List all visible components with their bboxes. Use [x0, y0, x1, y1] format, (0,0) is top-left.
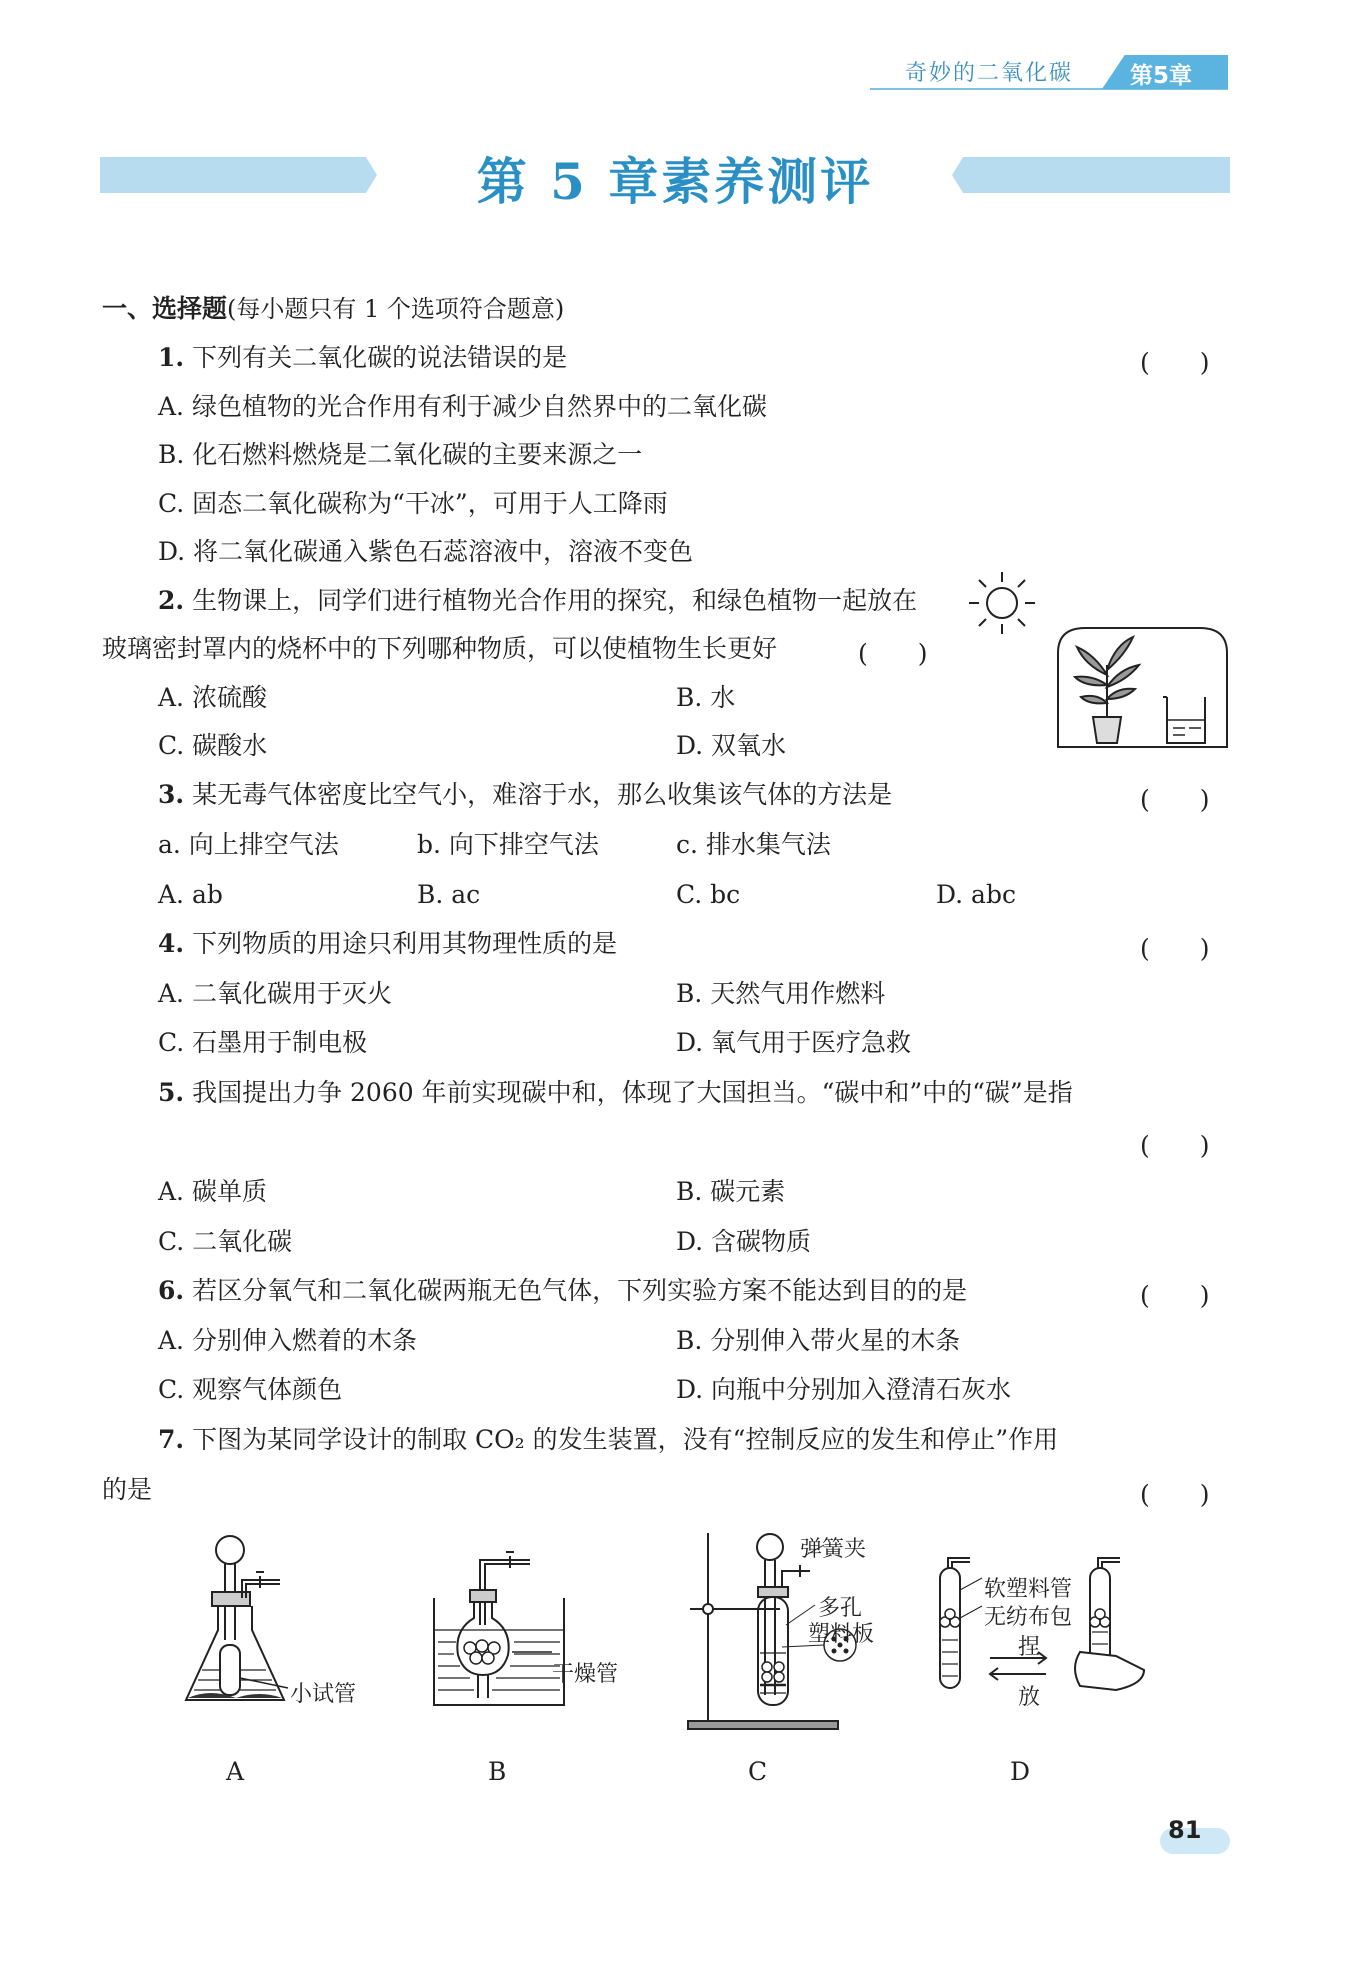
- section-heading: [102, 294, 564, 324]
- option-1a: A. 绿色植物的光合作用有利于减少自然界中的二氧化碳: [158, 392, 767, 421]
- label-c-plate-1: 多孔: [818, 1596, 863, 1621]
- answer-blank-3[interactable]: ( ): [1140, 785, 1210, 814]
- answer-blank-5[interactable]: ( ): [1140, 1131, 1210, 1160]
- option-3c: C. bc: [676, 880, 741, 909]
- method-3a: a. 向上排空气法: [158, 830, 339, 859]
- label-c-plate-2: 塑料板: [808, 1622, 875, 1647]
- option-6a: A. 分别伸入燃着的木条: [158, 1326, 417, 1355]
- option-3b: B. ac: [417, 880, 481, 909]
- option-6d: D. 向瓶中分别加入澄清石灰水: [676, 1375, 1012, 1404]
- option-4a: A. 二氧化碳用于灭火: [158, 979, 392, 1008]
- label-d-bag: 无纺布包: [984, 1605, 1073, 1630]
- question-number: 1.: [158, 343, 185, 372]
- option-5d: D. 含碳物质: [676, 1227, 812, 1256]
- section-heading-label: 一、选择题: [102, 294, 228, 323]
- option-5b: B. 碳元素: [676, 1177, 786, 1206]
- question-stem: 我国提出力争 2060 年前实现碳中和，体现了大国担当。“碳中和”中的“碳”是指: [192, 1078, 1073, 1107]
- label-a-tube: 小试管: [290, 1682, 357, 1707]
- label-d-squeeze: 捏: [1018, 1635, 1041, 1660]
- option-5a: A. 碳单质: [158, 1177, 267, 1206]
- question-stem: 生物课上，同学们进行植物光合作用的探究，和绿色植物一起放在: [192, 586, 918, 615]
- sun-icon: [965, 568, 1040, 638]
- label-c-clip: 弹簧夹: [800, 1537, 867, 1562]
- label-d-tube: 软塑料管: [984, 1577, 1073, 1602]
- answer-blank-7[interactable]: ( ): [1140, 1480, 1210, 1509]
- question-2: [158, 586, 917, 616]
- question-5: [158, 1078, 1073, 1108]
- caption-b: B: [488, 1757, 507, 1786]
- question-number: 5.: [158, 1078, 185, 1107]
- caption-c: C: [748, 1757, 768, 1786]
- option-2c: C. 碳酸水: [158, 731, 268, 760]
- question-number: 3.: [158, 780, 185, 809]
- question-stem: 下列物质的用途只利用其物理性质的是: [192, 929, 618, 958]
- question-7: [158, 1425, 1058, 1455]
- option-4c: C. 石墨用于制电极: [158, 1028, 368, 1057]
- option-6c: C. 观察气体颜色: [158, 1375, 343, 1404]
- question-4: [158, 929, 617, 959]
- method-3c: c. 排水集气法: [676, 830, 831, 859]
- apparatus-b-figure: [430, 1530, 630, 1730]
- question-number: 7.: [158, 1425, 185, 1454]
- caption-a: A: [226, 1757, 245, 1786]
- option-4b: B. 天然气用作燃料: [676, 979, 886, 1008]
- caption-d: D: [1010, 1757, 1031, 1786]
- question-1: [158, 343, 567, 373]
- answer-blank-4[interactable]: ( ): [1140, 934, 1210, 963]
- question-stem: 若区分氧气和二氧化碳两瓶无色气体，下列实验方案不能达到目的的是: [192, 1276, 968, 1305]
- answer-blank-2[interactable]: ( ): [858, 639, 928, 668]
- page-title: 第 5 章素养测评: [476, 152, 874, 211]
- chapter-tab-label: 第5章: [1130, 63, 1193, 89]
- glass-enclosure-figure: [1055, 625, 1230, 750]
- label-d-release: 放: [1018, 1685, 1041, 1710]
- option-3d: D. abc: [936, 880, 1016, 909]
- option-6b: B. 分别伸入带火星的木条: [676, 1326, 961, 1355]
- question-3: [158, 780, 892, 810]
- option-1d: D. 将二氧化碳通入紫色石蕊溶液中，溶液不变色: [158, 537, 694, 566]
- question-stem: 某无毒气体密度比空气小，难溶于水，那么收集该气体的方法是: [192, 780, 893, 809]
- section-note: (每小题只有 1 个选项符合题意): [227, 295, 565, 323]
- option-2a: A. 浓硫酸: [158, 683, 267, 712]
- answer-blank-6[interactable]: ( ): [1140, 1281, 1210, 1310]
- option-4d: D. 氧气用于医疗急救: [676, 1028, 912, 1057]
- question-stem: 下列有关二氧化碳的说法错误的是: [192, 343, 568, 372]
- option-2b: B. 水: [676, 683, 736, 712]
- label-b-tube: 干燥管: [552, 1662, 619, 1687]
- method-3b: b. 向下排空气法: [417, 830, 599, 859]
- option-3a: A. ab: [158, 880, 223, 909]
- option-2d: D. 双氧水: [676, 731, 787, 760]
- answer-blank-1[interactable]: ( ): [1140, 348, 1210, 377]
- option-5c: C. 二氧化碳: [158, 1227, 293, 1256]
- question-2-cont: 玻璃密封罩内的烧杯中的下列哪种物质，可以使植物生长更好: [102, 634, 778, 663]
- question-7-cont: 的是: [102, 1475, 153, 1504]
- question-number: 2.: [158, 586, 185, 615]
- question-number: 6.: [158, 1276, 185, 1305]
- question-number: 4.: [158, 929, 185, 958]
- book-section-label: 奇妙的二氧化碳: [905, 61, 1074, 86]
- option-1c: C. 固态二氧化碳称为“干冰”，可用于人工降雨: [158, 489, 668, 518]
- option-1b: B. 化石燃料燃烧是二氧化碳的主要来源之一: [158, 440, 643, 469]
- question-stem: 下图为某同学设计的制取 CO₂ 的发生装置，没有“控制反应的发生和停止”作用: [192, 1425, 1059, 1454]
- question-6: [158, 1276, 967, 1306]
- page-number: 81: [1168, 1816, 1202, 1844]
